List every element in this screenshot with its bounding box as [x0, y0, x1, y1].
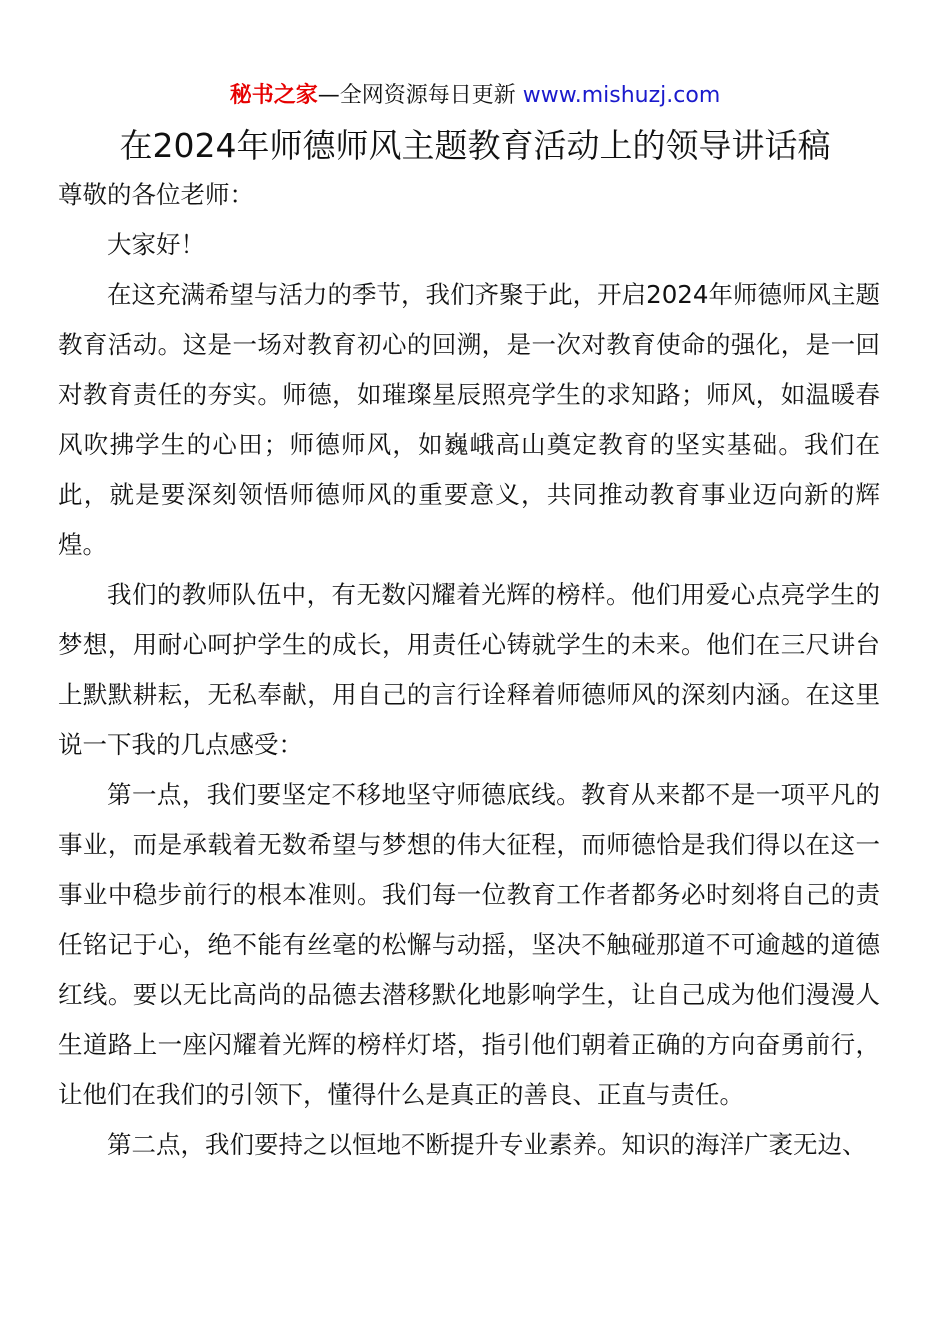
site-tagline: —全网资源每日更新 [317, 83, 516, 108]
site-header [0, 80, 950, 112]
paragraph: 我们的教师队伍中，有无数闪耀着光辉的榜样。他们用爱心点亮学生的梦想，用耐心呵护学生的成长，用责任心铸就学生的未来。他们在三尺讲台上默默耕耘，无私奉献，用自己的言行诠释着师德师风的深刻内涵。在这里说一下我的几点感受： [58, 580, 880, 759]
salutation: 尊敬的各位老师： [58, 180, 254, 209]
paragraph: 第二点，我们要持之以恒地不断提升专业素养。知识的海洋广袤无边、 [107, 1130, 867, 1159]
site-brand: 秘书之家 [229, 83, 318, 108]
site-url-link[interactable]: www.mishuzj.com [522, 83, 721, 108]
document-title: 在2024年师德师风主题教育活动上的领导讲话稿 [119, 126, 831, 165]
paragraph: 第一点，我们要坚定不移地坚守师德底线。教育从来都不是一项平凡的事业，而是承载着无数希望与梦想的伟大征程，而师德恰是我们得以在这一事业中稳步前行的根本准则。我们每一位教育工作者都务必时刻将自己的责任铭记于心，绝不能有丝毫的松懈与动摇，坚决不触碰那道不可逾越的道德红线。要以无比高尚的品德去潜移默化地影响学生，让自己成为他们漫漫人生道路上一座闪耀着光辉的榜样灯塔，指引他们朝着正确的方向奋勇前行，让他们在我们的引领下，懂得什么是真正的善良、正直与责任。 [58, 780, 880, 1109]
greeting: 大家好！ [107, 230, 205, 259]
paragraph: 在这充满希望与活力的季节，我们齐聚于此，开启2024年师德师风主题教育活动。这是一场对教育初心的回溯，是一次对教育使命的强化，是一回对教育责任的夯实。师德，如璀璨星辰照亮学生的求知路；师风，如温暖春风吹拂学生的心田；师德师风，如巍峨高山奠定教育的坚实基础。我们在此，就是要深刻领悟师德师风的重要意义，共同推动教育事业迈向新的辉煌。 [58, 280, 880, 559]
document-body [58, 170, 880, 1170]
